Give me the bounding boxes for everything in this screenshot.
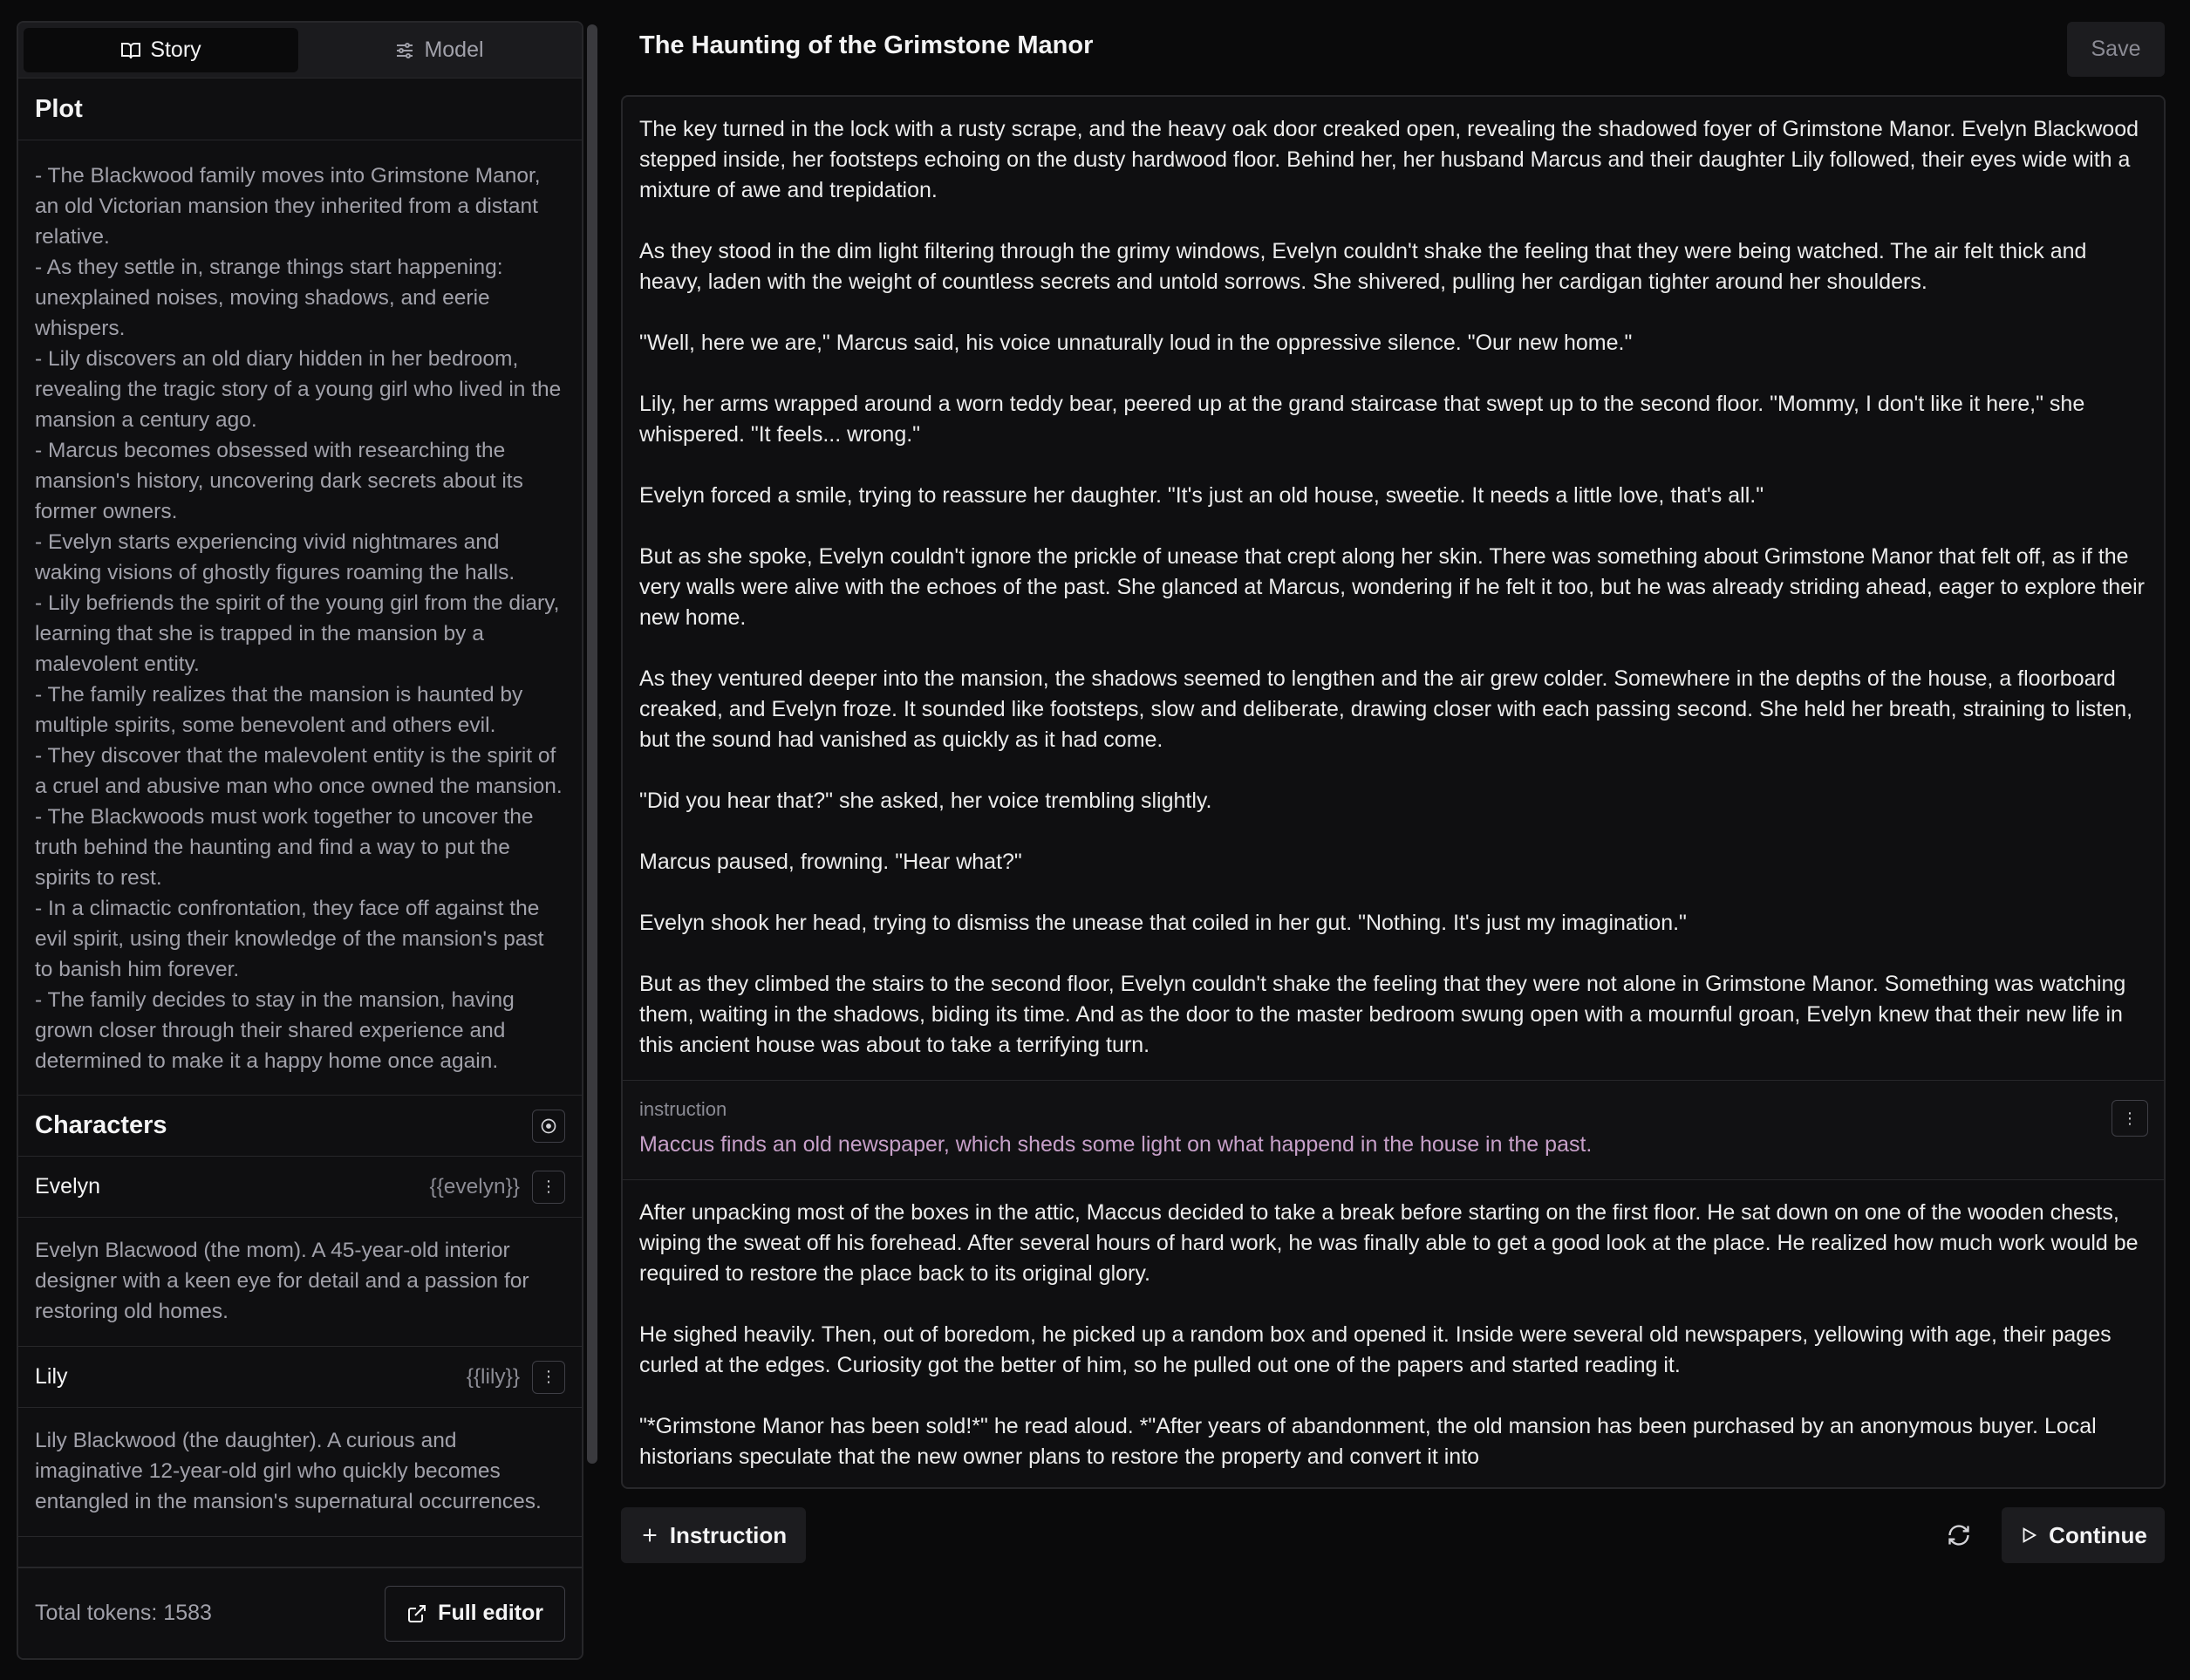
story-paragraph: Evelyn shook her head, trying to dismiss the unease that coiled in her gut. "Nothing. It's just my imagination." [639,911,1687,935]
character-description[interactable]: Evelyn Blacwood (the mom). A 45-year-old interior designer with a keen eye for detail and a passion for restoring old homes. [18,1218,582,1347]
character-tag: {{lily}} [466,1364,520,1389]
plot-line: - In a climactic confrontation, they face off against the evil spirit, using their knowledge of the mansion's past to banish him forever. [35,897,544,981]
character-name: Lily [35,1364,68,1389]
plot-title: Plot [35,95,83,123]
story-text-block[interactable] [623,97,2164,1080]
story-paragraph: "Well, here we are," Marcus said, his voice unnaturally loud in the oppressive silence. "Our new home." [639,331,1633,355]
more-vertical-icon: ⋮ [541,1178,556,1195]
instruction-menu-button[interactable] [2112,1100,2148,1137]
plus-circle-icon [540,1117,557,1135]
external-link-icon [406,1603,427,1624]
plot-line: - The family decides to stay in the mansion, having grown closer through their shared experience and determined to make it a happy home once again. [35,988,515,1073]
plot-header [18,79,582,140]
story-paragraph: "*Grimstone Manor has been sold!*" he read aloud. *"After years of abandonment, the old mansion has been purchased by an anonymous buyer. Local historians speculate that the new owner plans to restore the property and convert it into [639,1414,2097,1469]
sidebar-footer [18,1567,582,1658]
plot-line: - The family realizes that the mansion is haunted by multiple spirits, some benevolent and others evil. [35,683,523,737]
story-paragraph: After unpacking most of the boxes in the attic, Maccus decided to take a break before starting on the first floor. He sat down on one of the wooden chests, wiping the sweat off his forehead. After several hours of hard work, he was finally able to get a good look at the place. He realized how much work would be required to restore the place back to its original glory. [639,1200,2139,1286]
plot-line: - The Blackwoods must work together to uncover the truth behind the haunting and find a way to put the spirits to rest. [35,805,534,890]
full-editor-label: Full editor [438,1601,543,1625]
story-paragraph: But as they climbed the stairs to the second floor, Evelyn couldn't shake the feeling that they were not alone in Grimstone Manor. Something was watching them, waiting in the shadows, biding its time. And as the door to the master bedroom swung open with a mournful groan, Evelyn knew that their new life in this ancient house was about to take a terrifying turn. [639,972,2126,1057]
tab-story[interactable] [24,28,298,72]
book-icon [120,40,141,61]
sidebar-scroll-area[interactable] [18,79,582,1588]
story-paragraph: Lily, her arms wrapped around a worn teddy bear, peered up at the grand staircase that swept up to the second floor. "Mommy, I don't like it here," she whispered. "It feels... wrong." [639,392,2085,447]
tab-model-label: Model [424,38,484,62]
story-paragraph: "Did you hear that?" she asked, her voice trembling slightly. [639,789,1212,813]
plot-line: - Marcus becomes obsessed with researching the mansion's history, uncovering dark secrets about its former owners. [35,439,523,523]
characters-header [18,1096,582,1157]
story-paragraph: But as she spoke, Evelyn couldn't ignore the prickle of unease that crept along her skin. There was something about Grimstone Manor that felt off, as if the very walls were alive with the echoes of the past. She glanced at Marcus, wondering if he felt it too, but he was already striding ahead, eager to explore their new home. [639,544,2145,630]
plot-line: - The Blackwood family moves into Grimstone Manor, an old Victorian mansion they inherited from a distant relative. [35,164,541,249]
tab-model[interactable] [302,28,576,72]
instruction-text: Maccus finds an old newspaper, which sheds some light on what happend in the house in the past. [639,1132,1593,1157]
regenerate-button[interactable] [1931,1507,1987,1563]
plus-icon [640,1526,659,1545]
continue-button[interactable] [2002,1507,2165,1563]
plot-text[interactable] [18,140,582,1096]
sliders-icon [394,40,415,61]
character-description[interactable]: Lily Blackwood (the daughter). A curious and imaginative 12-year-old girl who quickly becomes entangled in the mansion's supernatural occurrences. [18,1408,582,1537]
total-tokens: Total tokens: 1583 [35,1601,212,1625]
sidebar [17,21,583,1660]
page-title: The Haunting of the Grimstone Manor [639,31,1094,59]
full-editor-button[interactable] [385,1586,565,1642]
refresh-icon [1947,1523,1971,1547]
character-menu-button[interactable] [532,1171,565,1204]
story-paragraph: Marcus paused, frowning. "Hear what?" [639,850,1022,874]
add-instruction-label: Instruction [669,1521,788,1548]
characters-title: Characters [35,1111,167,1139]
story-paragraph: He sighed heavily. Then, out of boredom, he picked up a random box and opened it. Inside were several old newspapers, yellowing with age, their pages curled at the edges. Curiosity got the better of him, so he pulled out one of the papers and started reading it. [639,1322,2112,1377]
character-menu-button[interactable] [532,1361,565,1394]
story-paragraph: As they stood in the dim light filtering through the grimy windows, Evelyn couldn't shake the feeling that they were being watched. The air felt thick and heavy, laden with the weight of countless secrets and untold sorrows. She shivered, pulling her cardigan tighter around her shoulders. [639,239,2087,294]
sidebar-scrollbar[interactable] [587,24,597,1464]
play-icon [2019,1526,2038,1545]
character-row-lily[interactable] [18,1347,582,1408]
add-character-button[interactable] [532,1110,565,1143]
plot-line: - They discover that the malevolent entity is the spirit of a cruel and abusive man who once owned the mansion. [35,744,563,798]
story-editor[interactable] [621,95,2166,1489]
save-button[interactable]: Save [2067,22,2165,77]
story-paragraph: As they ventured deeper into the mansion, the shadows seemed to lengthen and the air grew colder. Somewhere in the depths of the house, a floorboard creaked, and Evelyn froze. It sounded like footsteps, slow and deliberate, drawing closer with each passing second. She held her breath, straining to listen, but the sound had vanished as quickly as it had come. [639,666,2133,752]
instruction-label: instruction [639,1098,727,1120]
story-paragraph: Evelyn forced a smile, trying to reassure her daughter. "It's just an old house, sweetie. It needs a little love, that's all." [639,483,1764,508]
more-vertical-icon: ⋮ [541,1368,556,1385]
instruction-block[interactable] [623,1080,2164,1180]
tab-story-label: Story [150,38,201,62]
character-name: Evelyn [35,1174,101,1199]
story-paragraph: The key turned in the lock with a rusty scrape, and the heavy oak door creaked open, revealing the shadowed foyer of Grimstone Manor. Evelyn Blackwood stepped inside, her footsteps echoing on the dusty hardwood floor. Behind her, her husband Marcus and their daughter Lily followed, their eyes wide with a mixture of awe and trepidation. [639,117,2139,202]
character-row-evelyn[interactable] [18,1157,582,1218]
plot-line: - Lily discovers an old diary hidden in her bedroom, revealing the tragic story of a young girl who lived in the mansion a century ago. [35,347,562,432]
sidebar-tabs [18,23,582,79]
continue-label: Continue [2049,1521,2147,1548]
plot-line: - As they settle in, strange things start happening: unexplained noises, moving shadows, and eerie whispers. [35,256,503,340]
continuation-text-block[interactable] [623,1180,2164,1489]
plot-line: - Lily befriends the spirit of the young girl from the diary, learning that she is trapped in the mansion by a malevolent entity. [35,591,560,676]
character-tag: {{evelyn}} [429,1174,520,1199]
add-instruction-button[interactable] [621,1507,806,1563]
plot-line: - Evelyn starts experiencing vivid nightmares and waking visions of ghostly figures roaming the halls. [35,530,515,584]
more-vertical-icon: ⋮ [2122,1109,2138,1127]
